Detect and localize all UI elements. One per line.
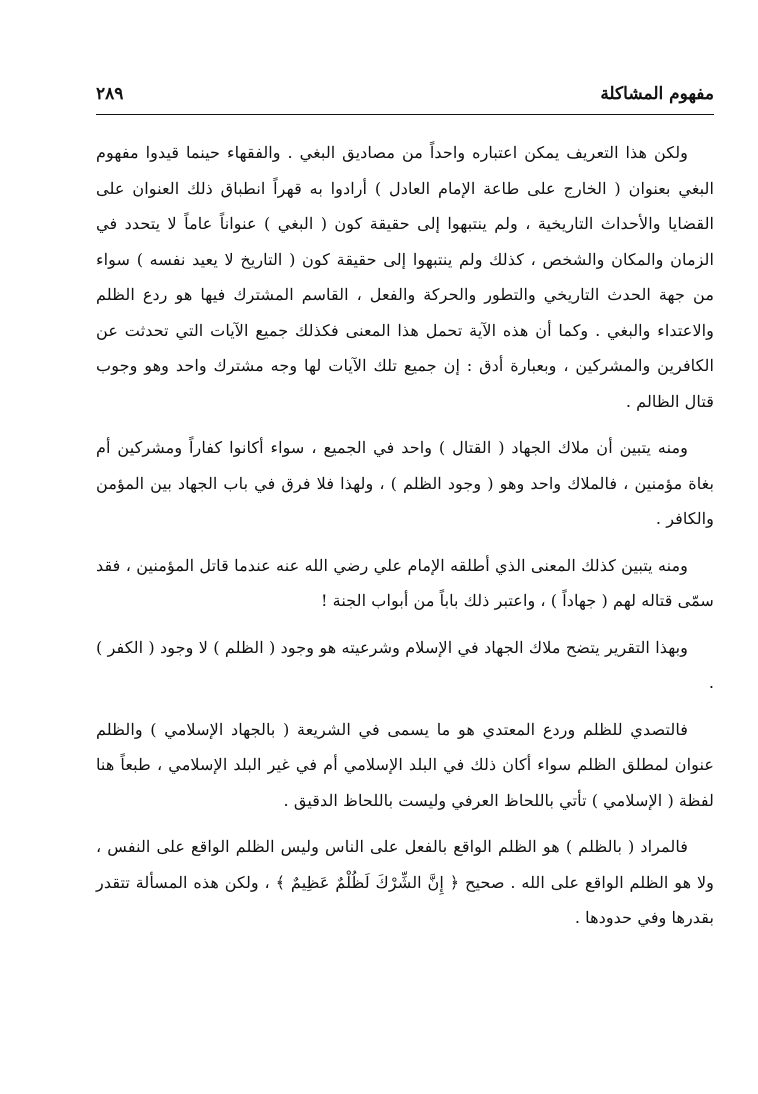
running-title: مفهوم المشاكلة	[600, 84, 714, 104]
paragraph: ولكن هذا التعريف يمكن اعتباره واحداً من مصاديق البغي . والفقهاء حينما قيدوا مفهوم البغي بعنوان ( الخارج على طاعة الإمام العادل ) أرادوا به قهراً انطباق ذلك العنوان على القضايا والأحداث التاريخية ، ولم ينتبهوا إلى حقيقة كون ( البغي ) عنواناً عاماً لا يتحدد في الزمان والمكان والشخص ، كذلك ولم ينتبهوا إلى حقيقة كون ( التاريخ لا يعيد نفسه ) سواء من جهة الحدث التاريخي والتطور والحركة والفعل ، القاسم المشترك فيها هو ردع الظلم والاعتداء والبغي . وكما أن هذه الآية تحمل هذا المعنى فكذلك جميع الآيات التي تحدثت عن الكافرين والمشركين ، وبعبارة أدق : إن جميع تلك الآيات لها وجه مشترك واحد وهو وجوب قتال الظالم .	[96, 143, 714, 411]
paragraph: ومنه يتبين كذلك المعنى الذي أطلقه الإمام علي رضي الله عنه عندما قاتل المؤمنين ، فقد سمّى قتاله لهم ( جهاداً ) ، واعتبر ذلك باباً من أبواب الجنة !	[96, 555, 714, 610]
paragraph: ومنه يتبين أن ملاك الجهاد ( القتال ) واحد في الجميع ، سواء أكانوا كفاراً ومشركين أم بغاة مؤمنين ، فالملاك واحد وهو ( وجود الظلم ) ، ولهذا فلا فرق في باب الجهاد بين المؤمن والكافر .	[96, 438, 714, 528]
paragraph: فالتصدي للظلم وردع المعتدي هو ما يسمى في الشريعة ( بالجهاد الإسلامي ) والظلم عنوان لمطلق الظلم سواء أكان ذلك في البلد الإسلامي أم في غير البلد الإسلامي ، طبعاً هنا لفظة ( الإسلامي ) تأتي باللحاظ العرفي وليست باللحاظ الدقيق .	[96, 719, 714, 810]
page-header	[96, 80, 714, 115]
page-number: ٢٨٩	[96, 84, 124, 104]
book-page	[96, 80, 714, 1040]
paragraph: وبهذا التقرير يتضح ملاك الجهاد في الإسلام وشرعيته هو وجود ( الظلم ) لا وجود ( الكفر ) .	[96, 637, 714, 692]
body-text	[96, 135, 714, 936]
paragraph: فالمراد ( بالظلم ) هو الظلم الواقع بالفعل على الناس وليس الظلم الواقع على النفس ، ولا هو الظلم الواقع على الله . صحيح ﴿ إِنَّ الشِّرْكَ لَظُلْمٌ عَظِيمٌ ﴾ ، ولكن هذه المسألة تتقدر بقدرها وفي حدودها .	[96, 837, 714, 927]
